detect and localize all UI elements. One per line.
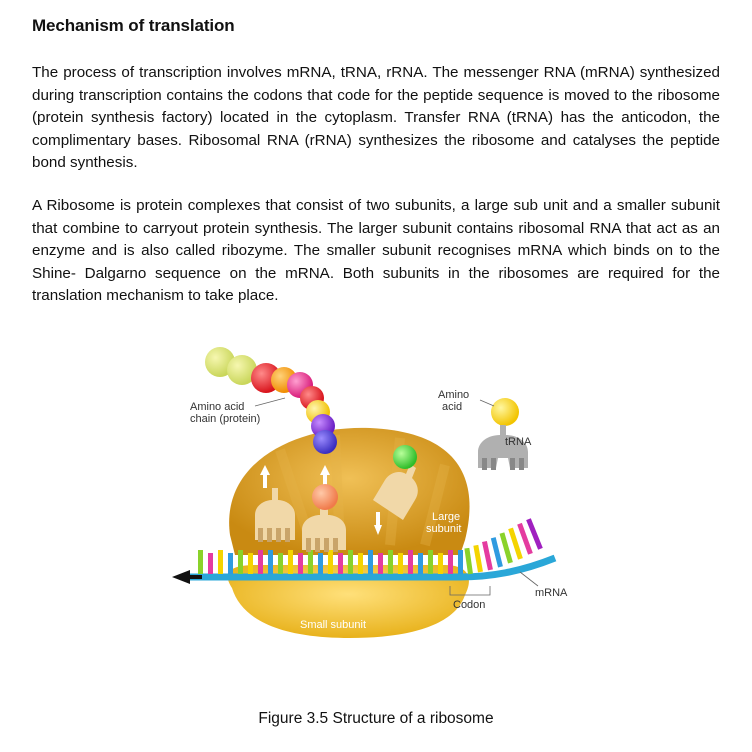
label-trna: tRNA [505,436,532,448]
leader-line [255,398,285,406]
label-amino-acid-chain: Amino acid [190,401,245,413]
label-amino-acid-chain-2: chain (protein) [190,413,261,425]
label-amino-acid: Amino [438,389,470,401]
page-title: Mechanism of translation [32,16,235,35]
label-large-subunit-2: subunit [426,523,462,535]
label-codon: Codon [453,599,486,611]
figure-caption: Figure 3.5 Structure of a ribosome [258,710,494,727]
ribosome-illustration [160,340,600,680]
label-small-subunit: Small subunit [300,619,367,631]
paragraph-ribosome: A Ribosome is protein complexes that consist of two subunits, a large sub unit and a smaller subunit that combine to carryout protein synthesis. The larger subunit contains ribosomal RNA that act as an enzyme and is also called ribozyme. The smaller subunit recognises mRNA which binds on to the Shine- Dalgarno sequence on the mRNA. Both subunits in the ribosomes are required for the translation mechanism to take place. [32,197,720,304]
label-large-subunit: Large [432,511,461,523]
ribosome-figure [160,340,600,680]
direction-arrow-icon [172,570,190,584]
free-trna [478,398,528,470]
paragraph-transcription: The process of transcription involves mRNA, tRNA, rRNA. The messenger RNA (mRNA) synthesized during transcription contains the codons that code for the peptide sequence is moved to the ribosome (protein synthesis factory) located in the cytoplasm. Transfer RNA (tRNA) has the anticodon, the complimentary bases. Ribosomal RNA (rRNA) synthesizes the ribosome and catalyses the peptide bond synthesis. [32,64,720,171]
leader-line [480,400,494,406]
label-mrna: mRNA [535,587,568,599]
amino-acid-incoming [393,445,417,469]
leader-line [520,572,538,586]
label-amino-acid-2: acid [442,401,463,413]
